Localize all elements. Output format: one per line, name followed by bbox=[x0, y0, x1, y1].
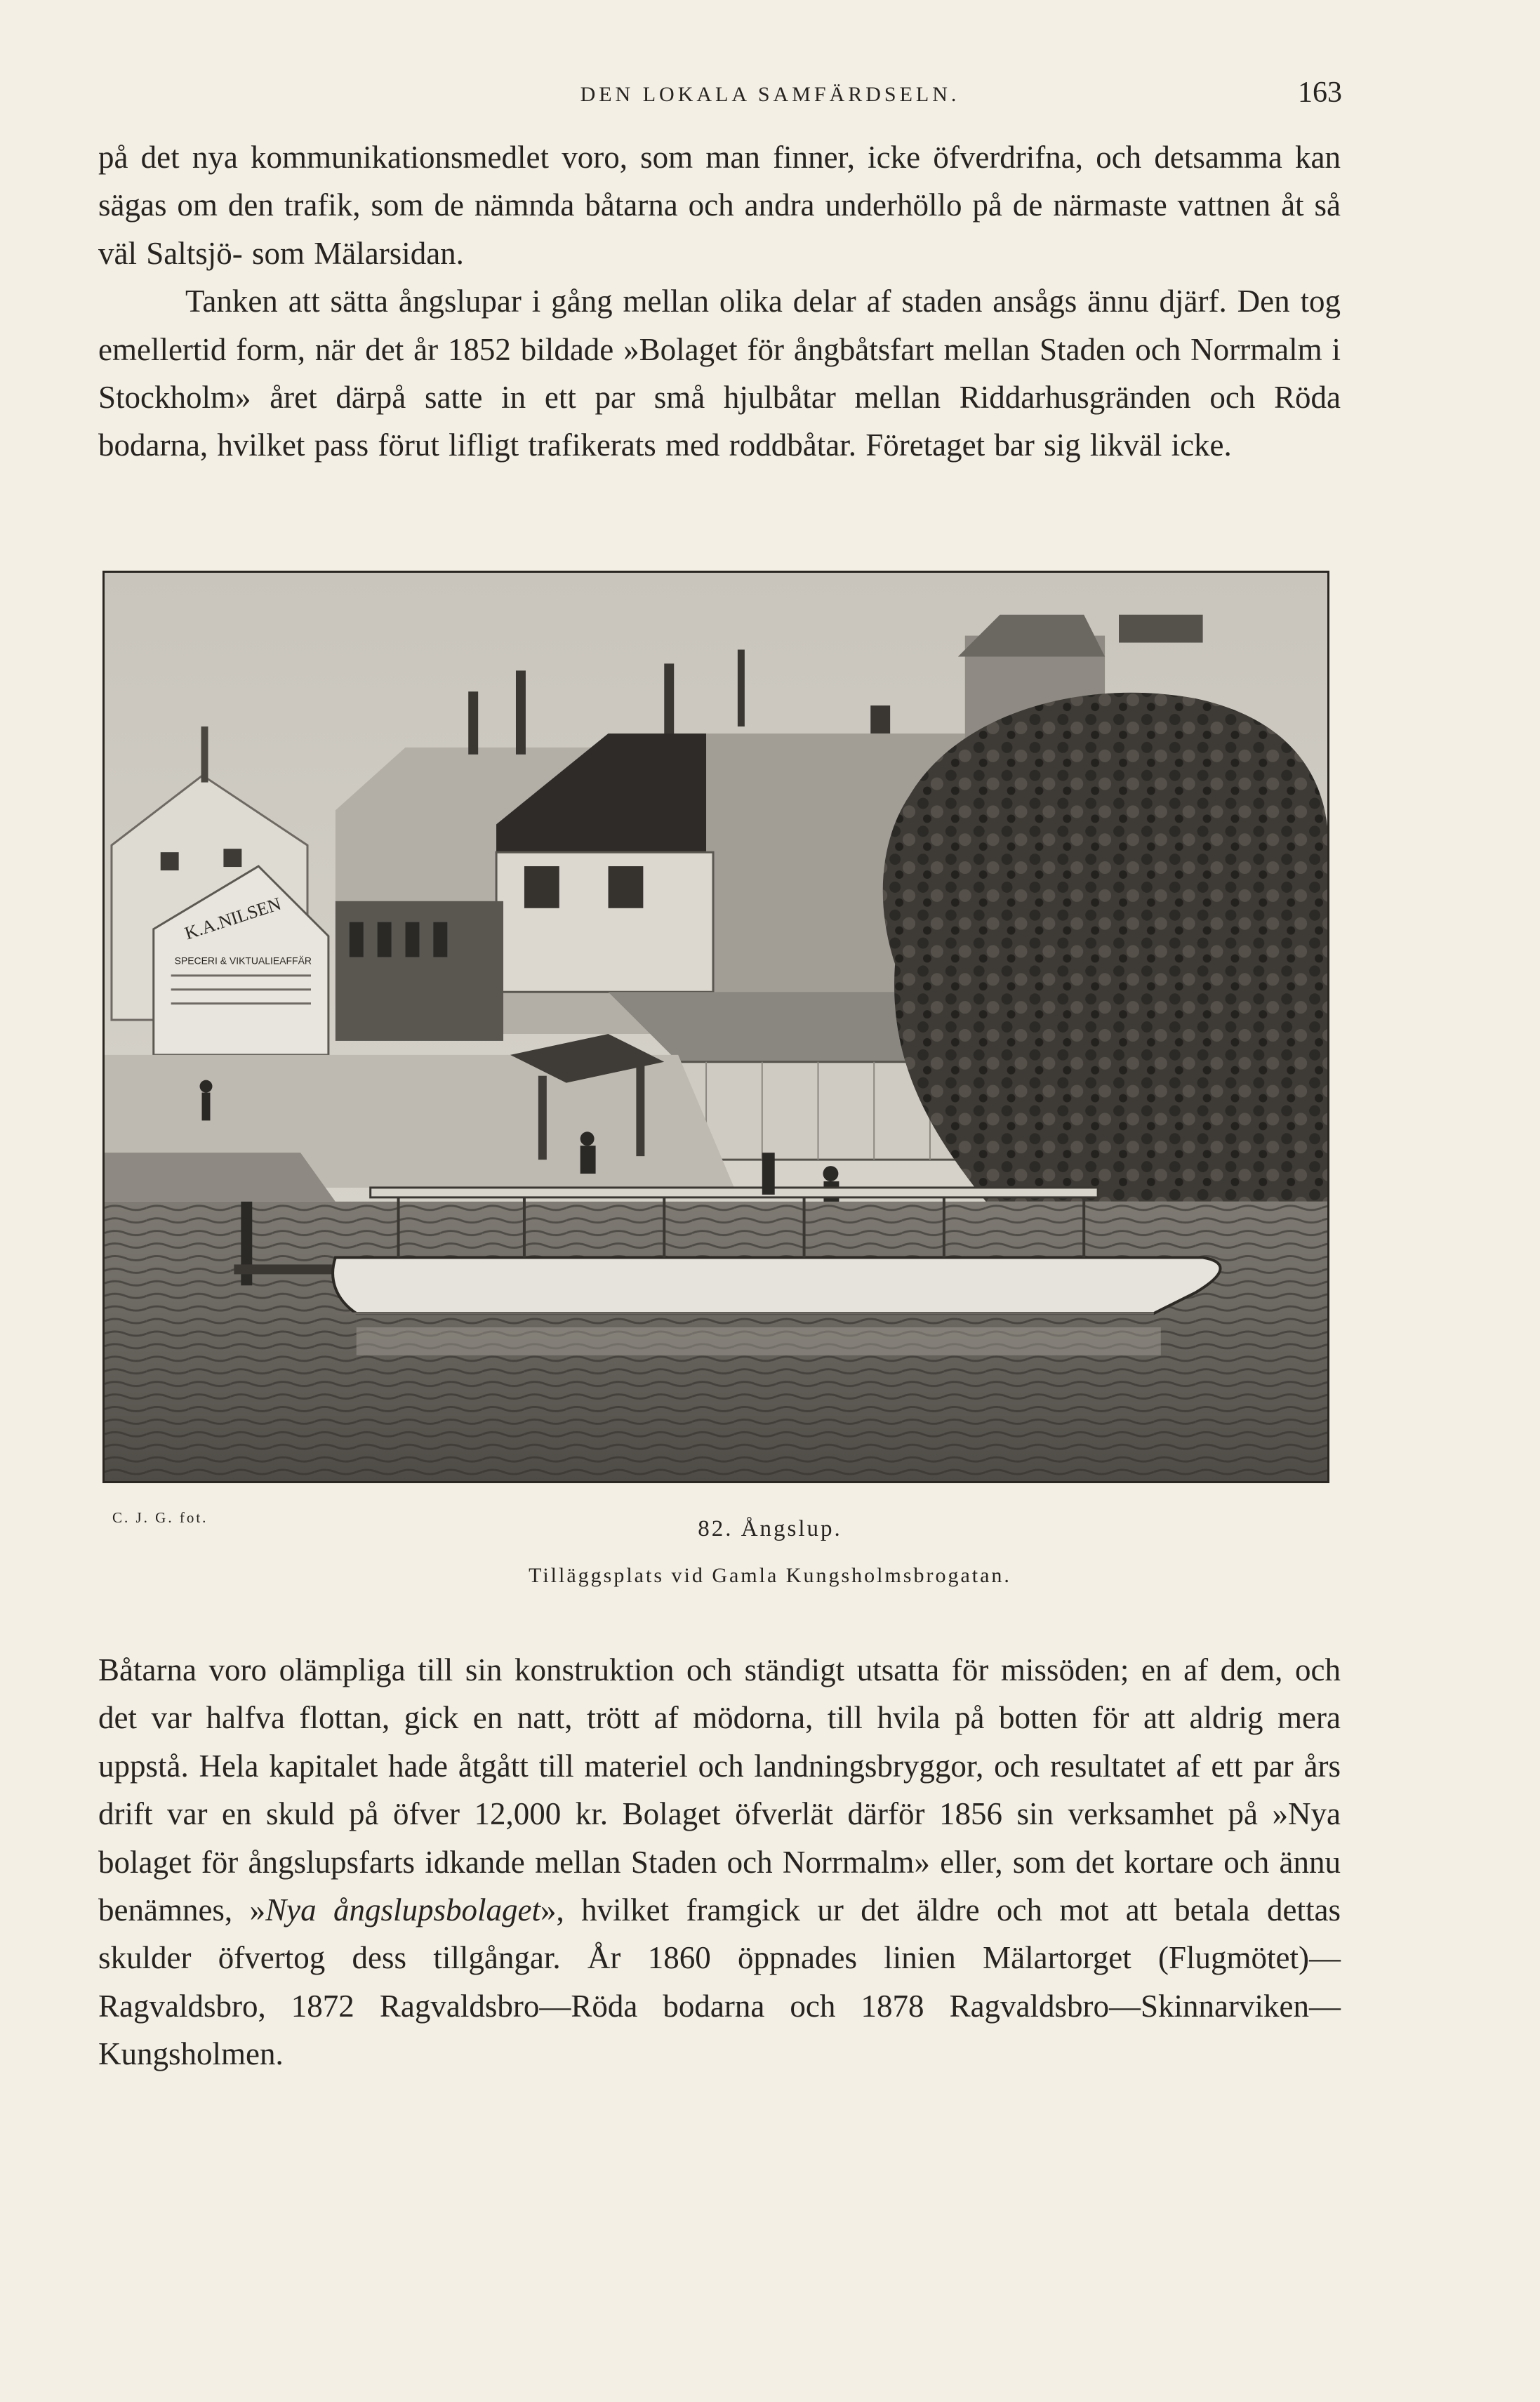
paragraph-text-part-1: Båtarna voro olämpliga till sin konstruktion och ständigt utsatta för missöden; en af dem, och det var halfva flottan, gick en natt, trött af mödorna, till hvila på botten för att aldrig mera uppstå. Hela kapitalet hade åtgått till materiel och landningsbryggor, och resultatet af ett par års drift var en skuld på öfver 12,000 kr. Bolaget öfverlät därför 1856 sin verksamhet på »Nya bolaget för ångslupsfarts idkande mellan Staden och Norrmalm» eller, som det kortare och ännu benämnes, » bbox=[98, 1652, 1341, 1928]
paragraph-emphasis: Nya ångslupsbolaget bbox=[265, 1892, 540, 1928]
photograph-steam-launch bbox=[102, 571, 1329, 1483]
text-block-top bbox=[98, 133, 1341, 470]
figure-subcaption: Tilläggsplats vid Gamla Kungsholmsbrogatan. bbox=[529, 1564, 1011, 1587]
steam-launch-hull bbox=[333, 1257, 1220, 1313]
figure-caption: 82. Ångslup. bbox=[698, 1516, 842, 1541]
running-head: DEN LOKALA SAMFÄRDSELN. bbox=[580, 83, 960, 106]
shop-sign-trade: SPECERI & VIKTUALIEAFFÄR bbox=[174, 955, 312, 967]
paragraph: Tanken att sätta ångslupar i gång mellan olika delar af staden ansågs ännu djärf. Den tog emellertid form, när det år 1852 bildade »Bolaget för ångbåtsfart mellan Staden och Norrmalm i Stockholm» året därpå satte in ett par små hjulbåtar mellan Riddarhusgränden och Röda bodarna, hvilket pass förut lifligt trafikerats med roddbåtar. Företaget bar sig likväl icke. bbox=[98, 284, 1341, 463]
text-block-bottom bbox=[98, 1646, 1341, 2078]
paragraph-continued: på det nya kommunikationsmedlet voro, som man finner, icke öfverdrifna, och detsamma kan sägas om den trafik, som de nämnda båtarna och andra underhöllo på de närmaste vattnen åt så väl Saltsjö- som Mälarsidan. bbox=[98, 140, 1341, 271]
photo-credit: C. J. G. fot. bbox=[112, 1509, 208, 1526]
paragraph bbox=[98, 1646, 1341, 2078]
shop-sign-name: K.A.NILSEN bbox=[182, 893, 284, 944]
paragraph-text-part-2: », hvilket framgick ur det äldre och mot att betala dettas skulder öfvertog dess tillgångar. År 1860 öppnades linien Mälartorget (Flugmötet)—Ragvaldsbro, 1872 Ragvaldsbro—Röda bodarna och 1878 Ragvaldsbro—Skinnarviken—Kungsholmen. bbox=[98, 1892, 1341, 2072]
steam-launch-funnel bbox=[762, 1153, 775, 1195]
steam-launch-awning bbox=[371, 1188, 1098, 1197]
tree bbox=[883, 693, 1327, 1202]
photograph-illustration bbox=[105, 573, 1327, 1481]
page-number: 163 bbox=[1298, 77, 1342, 109]
